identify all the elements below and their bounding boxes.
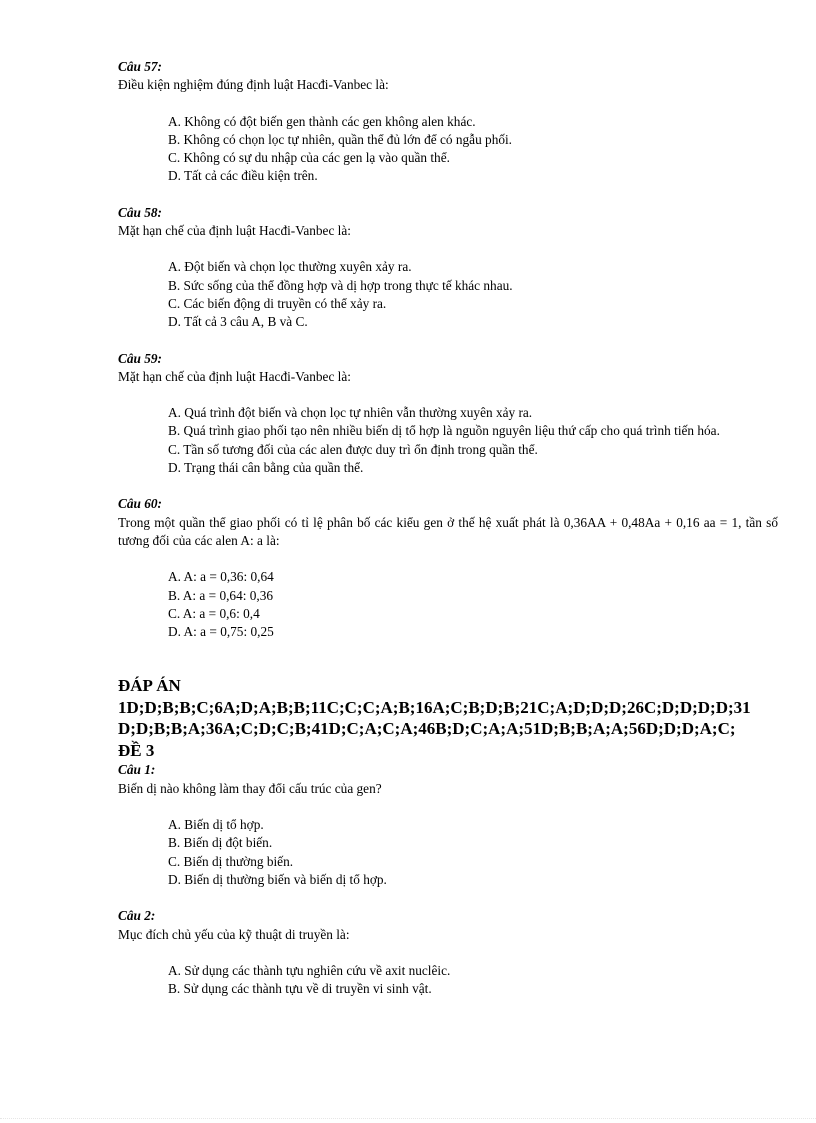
question-stem: Mặt hạn chế của định luật Hacđi-Vanbec là: <box>118 368 351 384</box>
question-stem: Mặt hạn chế của định luật Hacđi-Vanbec là: <box>118 223 351 239</box>
answer-text: 1D;D;B;B;C;6A;D;A;B;B;11C;C;C;A;B;16A;C;B;D;B;21C;A;D;D;D;26C;D;D;D;D;31D;D;B;B;A;36A;C;D;C;B;41D;C;A;C;A;46B;D;C;A;A;51D;B;B;A;A;56D;D;D;A;C; <box>118 697 751 739</box>
option-a: A. Đột biến và chọn lọc thường xuyên xảy ra. <box>168 259 412 275</box>
question-title: Câu 2: <box>118 908 156 924</box>
question-2 <box>118 907 778 998</box>
question-title: Câu 60: <box>118 496 162 512</box>
question-60 <box>118 495 778 641</box>
option-a: A. Quá trình đột biến và chọn lọc tự nhiên vẫn thường xuyên xảy ra. <box>168 405 533 421</box>
option-list <box>118 816 778 889</box>
option-a: A. Không có đột biến gen thành các gen không alen khác. <box>168 113 476 129</box>
option-d: D. Tất cả 3 câu A, B và C. <box>168 314 308 330</box>
option-a: A. A: a = 0,36: 0,64 <box>168 569 274 585</box>
option-list <box>118 258 778 331</box>
question-stem: Trong một quần thể giao phối có tỉ lệ phân bố các kiểu gen ở thế hệ xuất phát là 0,36AA + 0,48Aa + 0,16 aa = 1, tần số tương đối của các alen A: a là: <box>118 514 778 548</box>
option-d: D. A: a = 0,75: 0,25 <box>168 624 274 640</box>
option-b: B. Sử dụng các thành tựu về di truyền vi sinh vật. <box>168 981 432 997</box>
question-title: Câu 57: <box>118 59 162 74</box>
question-59 <box>118 350 778 478</box>
option-c: C. Các biến động di truyền có thể xảy ra. <box>168 295 387 311</box>
option-d: D. Biến dị thường biến và biến dị tổ hợp. <box>168 871 387 887</box>
option-c: C. Tần số tương đối của các alen được duy trì ổn định trong quần thể. <box>168 441 538 457</box>
option-b: B. Không có chọn lọc tự nhiên, quần thể đủ lớn để có ngẫu phối. <box>168 131 513 147</box>
option-c: C. Biến dị thường biến. <box>168 853 294 869</box>
question-stem: Điều kiện nghiệm đúng định luật Hacđi-Vanbec là: <box>118 77 389 93</box>
option-list <box>118 962 778 999</box>
option-list <box>118 113 778 186</box>
question-stem: Biến dị nào không làm thay đổi cấu trúc của gen? <box>118 780 382 796</box>
option-d: D. Tất cả các điều kiện trên. <box>168 168 318 184</box>
option-a: A. Sử dụng các thành tựu nghiên cứu về axit nuclêic. <box>168 962 451 978</box>
document-page <box>118 58 778 1016</box>
option-d: D. Trạng thái cân bằng của quần thể. <box>168 460 364 476</box>
question-58 <box>118 204 778 332</box>
answer-heading: ĐÁP ÁN <box>118 676 181 696</box>
question-57 <box>118 58 778 186</box>
page-bottom-divider <box>0 1118 816 1120</box>
question-title: Câu 58: <box>118 204 162 220</box>
option-b: B. Biến dị đột biến. <box>168 835 273 851</box>
option-b <box>118 422 778 440</box>
answer-key <box>118 675 778 761</box>
option-list <box>118 568 778 641</box>
option-b-text: B. Quá trình giao phối tạo nên nhiều biến dị tổ hợp là nguồn nguyên liệu thứ cấp cho quá trình tiến hóa. <box>168 423 720 439</box>
question-title: Câu 1: <box>118 762 156 778</box>
question-1 <box>118 761 778 889</box>
option-b: B. Sức sống của thể đồng hợp và dị hợp trong thực tế khác nhau. <box>168 277 513 293</box>
option-c: C. A: a = 0,6: 0,4 <box>168 605 260 621</box>
question-stem: Mục đích chủ yếu của kỹ thuật di truyền là: <box>118 926 350 942</box>
option-list <box>118 404 778 477</box>
option-a: A. Biến dị tổ hợp. <box>168 817 264 833</box>
question-title: Câu 59: <box>118 350 162 366</box>
option-c: C. Không có sự du nhập của các gen lạ vào quần thể. <box>168 150 450 166</box>
section-heading: ĐỀ 3 <box>118 740 155 760</box>
option-b: B. A: a = 0,64: 0,36 <box>168 587 274 603</box>
